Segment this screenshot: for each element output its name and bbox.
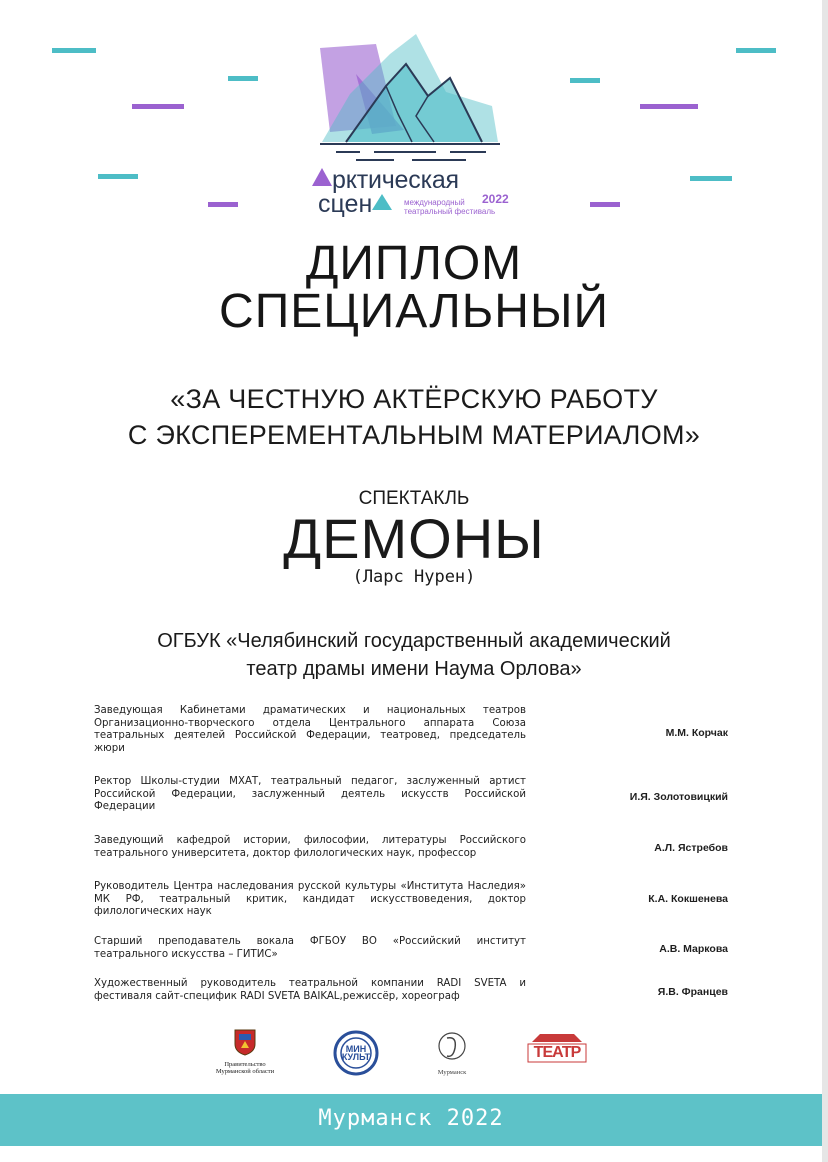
decor-dash [228, 76, 258, 81]
diploma-subtitle: СПЕЦИАЛЬНЫЙ [219, 285, 609, 338]
logo-subtitle: международный [404, 198, 465, 207]
logo-year: 2022 [482, 192, 509, 206]
jury-name: А.В. Маркова [659, 943, 728, 955]
play-author: (Ларс Нурен) [352, 567, 476, 587]
jury-description: Руководитель Центра наследования русской культуры «Института Наследия» МК РФ, театральный критик, кандидат искусствоведения, доктор филологических наук [94, 881, 526, 917]
decor-dash [736, 48, 776, 53]
logo-triangle-icon [372, 194, 392, 210]
jury-description: Художественный руководитель театральной компании RADI SVETA и фестиваля сайт-специфик RADI SVETA BAIKAL,режиссёр, хореограф [94, 978, 526, 1002]
jury-name: А.Л. Ястребов [654, 842, 728, 854]
theatre-wordmark: ТЕАТР [533, 1044, 581, 1061]
decor-dash [570, 78, 600, 83]
decor-dash [132, 104, 184, 109]
decor-dash [640, 104, 698, 109]
theatre-logo [524, 1032, 590, 1066]
decor-dash [52, 48, 96, 53]
decor-dash [690, 176, 732, 181]
logo-wordmark-line1: рктическая [312, 166, 459, 195]
jury-description: Ректор Школы-студии МХАТ, театральный педагог, заслуженный артист Российской Федерации, заслуженный деятель искусств Российской Федерации [94, 776, 526, 812]
jury-description: Заведующая Кабинетами драматических и национальных театров Организационно-творческого отдела Центрального аппарата Союза театральных деятелей Российской Федерации, театровед, председатель жюри [94, 705, 526, 754]
nomination-line: С ЭКСПЕРЕМЕНТАЛЬНЫМ МАТЕРИАЛОМ» [127, 420, 701, 450]
jury-description: Старший преподаватель вокала ФГБОУ ВО «Российский институт театрального искусства – ГИТИС» [94, 936, 526, 960]
jury-name: Я.В. Францев [657, 986, 728, 998]
logo-subtitle: театральный фестиваль [404, 207, 496, 216]
organization-line: ОГБУК «Челябинский государственный академический [157, 630, 671, 652]
mincult-logo [330, 1030, 382, 1076]
jury-description: Заведующий кафедрой истории, философии, литературы Российского театрального университета, доктор филологических наук, профессор [94, 835, 526, 859]
nomination-line: «ЗА ЧЕСТНУЮ АКТЁРСКУЮ РАБОТУ [170, 384, 658, 414]
decor-dash [208, 202, 238, 207]
footer-band [0, 1094, 822, 1146]
footer-city-year: Мурманск 2022 [318, 1106, 504, 1131]
logo-wordmark-line2: сцен [318, 190, 392, 219]
mincult-text: МИН КУЛЬТ [341, 1044, 371, 1062]
play-name: ДЕМОНЫ [283, 507, 545, 570]
jury-name: К.А. Кокшенева [648, 893, 728, 905]
murmansk-logo [430, 1030, 474, 1076]
decor-dash [590, 202, 620, 207]
decor-dash [98, 174, 138, 179]
logo-triangle-icon [312, 168, 332, 186]
jury-name: М.М. Корчак [665, 727, 728, 739]
murmansk-emblem-icon [437, 1030, 467, 1064]
play-label: СПЕКТАКЛЬ [358, 488, 470, 509]
government-logo [214, 1028, 276, 1075]
organization-line: театр драмы имени Наума Орлова» [246, 658, 582, 680]
murmansk-caption: Мурманск [437, 1069, 467, 1076]
coat-of-arms-icon [233, 1028, 257, 1056]
jury-name: И.Я. Золотовицкий [629, 791, 728, 803]
government-caption: Правительство Мурманской области [215, 1061, 275, 1075]
diploma-title: ДИПЛОМ [305, 237, 523, 290]
